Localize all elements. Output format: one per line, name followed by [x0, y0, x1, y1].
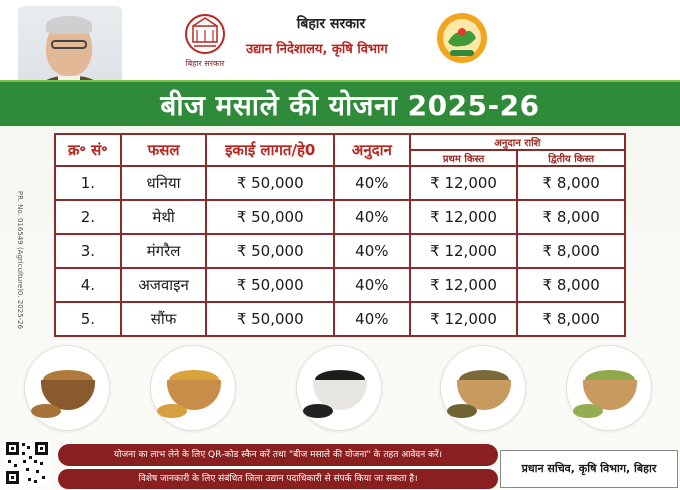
crop-cell: अजवाइन	[121, 268, 207, 302]
department-name: उद्यान निदेशालय, कृषि विभाग	[246, 42, 388, 57]
header-unit-cost: इकाई लागत/हे0	[206, 134, 334, 166]
coriander-bowl-icon	[24, 345, 110, 431]
unit-cost-cell: ₹ 50,000	[206, 268, 334, 302]
second-installment-cell: ₹ 8,000	[517, 166, 625, 200]
ajwain-bowl-icon	[440, 345, 526, 431]
subsidy-cell: 40%	[334, 268, 410, 302]
nigella-bowl-icon	[296, 345, 382, 431]
government-name: बिहार सरकार	[296, 16, 366, 32]
qr-code-icon[interactable]	[4, 440, 50, 486]
second-installment-cell: ₹ 8,000	[517, 234, 625, 268]
apply-instruction: योजना का लाभ लेने के लिए QR-कोड स्कैन करें तथा "बीज मसाले की योजना" के तहत आवेदन करें।	[58, 444, 498, 466]
serial-cell: 4.	[55, 268, 121, 302]
fenugreek-bowl-icon	[150, 345, 236, 431]
spice-bowls	[10, 345, 680, 440]
first-installment-cell: ₹ 12,000	[410, 268, 518, 302]
crop-cell: मंगरैल	[121, 234, 207, 268]
subsidy-cell: 40%	[334, 166, 410, 200]
header-title-block	[246, 14, 446, 57]
crop-cell: सौंफ	[121, 302, 207, 336]
table-row	[55, 302, 625, 336]
table-row	[55, 234, 625, 268]
serial-cell: 3.	[55, 234, 121, 268]
crop-cell: मेथी	[121, 200, 207, 234]
unit-cost-cell: ₹ 50,000	[206, 166, 334, 200]
side-reference-note: PR. No. 016549 (Agriculture)0. 2025-26	[16, 190, 24, 330]
table-row	[55, 166, 625, 200]
contact-instruction: विशेष जानकारी के लिए संबंधित जिला उद्यान पदाधिकारी से संपर्क किया जा सकता है।	[58, 469, 498, 489]
second-installment-cell: ₹ 8,000	[517, 200, 625, 234]
unit-cost-cell: ₹ 50,000	[206, 200, 334, 234]
header-first-installment: प्रथम किस्त	[410, 150, 518, 166]
subsidy-cell: 40%	[334, 234, 410, 268]
header-serial: क्र॰ सं॰	[55, 134, 121, 166]
serial-cell: 5.	[55, 302, 121, 336]
header-crop: फसल	[121, 134, 207, 166]
fennel-bowl-icon	[566, 345, 652, 431]
first-installment-cell: ₹ 12,000	[410, 166, 518, 200]
header-subsidy: अनुदान	[334, 134, 410, 166]
serial-cell: 1.	[55, 166, 121, 200]
first-installment-cell: ₹ 12,000	[410, 302, 518, 336]
table-row	[55, 268, 625, 302]
subsidy-cell: 40%	[334, 302, 410, 336]
unit-cost-cell: ₹ 50,000	[206, 234, 334, 268]
second-installment-cell: ₹ 8,000	[517, 268, 625, 302]
crop-cell: धनिया	[121, 166, 207, 200]
second-installment-cell: ₹ 8,000	[517, 302, 625, 336]
subsidy-cell: 40%	[334, 200, 410, 234]
serial-cell: 2.	[55, 200, 121, 234]
header-subsidy-amount: अनुदान राशि	[410, 134, 625, 150]
unit-cost-cell: ₹ 50,000	[206, 302, 334, 336]
scheme-title: बीज मसाले की योजना 2025-26	[160, 89, 540, 122]
first-installment-cell: ₹ 12,000	[410, 234, 518, 268]
signatory-box: प्रधान सचिव, कृषि विभाग, बिहार	[500, 450, 678, 488]
subsidy-table	[54, 133, 626, 337]
emblem-caption: बिहार सरकार	[185, 59, 225, 68]
horticulture-logo-icon	[436, 12, 488, 64]
first-installment-cell: ₹ 12,000	[410, 200, 518, 234]
bihar-emblem-icon	[184, 12, 226, 58]
table-row	[55, 200, 625, 234]
header-second-installment: द्वितीय किस्त	[517, 150, 625, 166]
